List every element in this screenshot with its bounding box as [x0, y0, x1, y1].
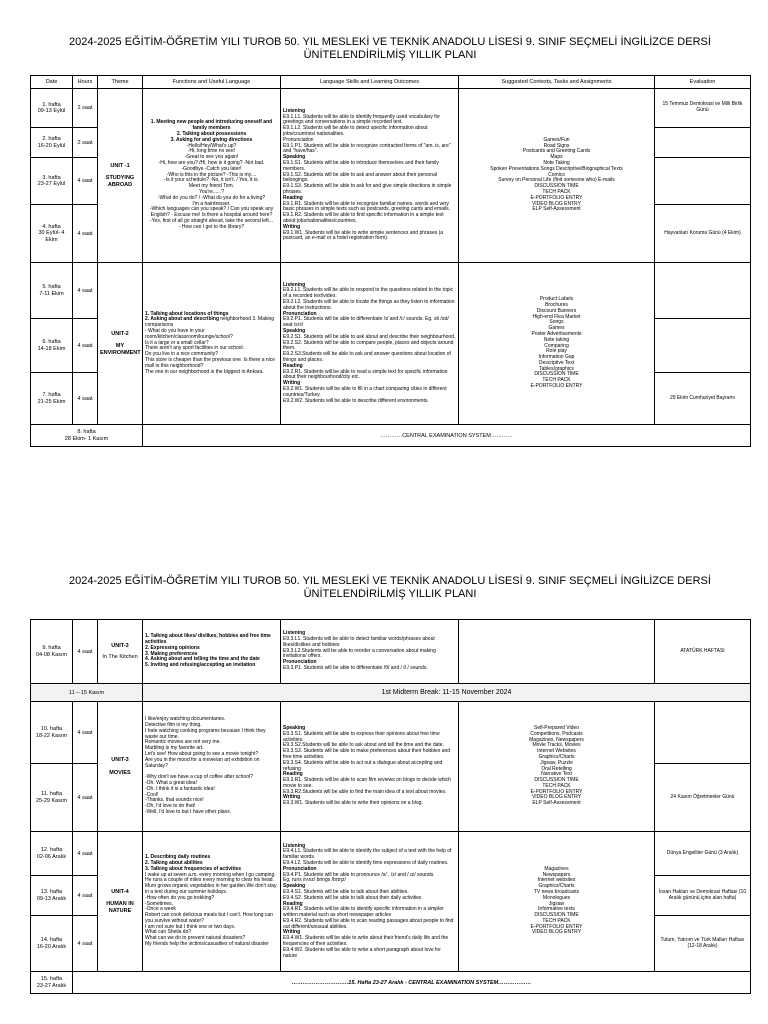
- midterm-weeks: 11 – 15 Kasım: [31, 684, 143, 702]
- week-date: 12. hafta 02-06 Aralık: [31, 832, 73, 876]
- week-date: 10. hafta 18-22 Kasım: [31, 702, 73, 764]
- unit-skills: Listening E9.1.L1. Students will be able to identify frequently used vocabulary for greetings and conversations in a simple recorded text. E9.1.L2. Students will be able to detect specific information about jobs/countries/ nationalities. Pronunciation E9.1.P1. Students will be able to recognize contracted forms of "am, is, are" and "have/has". Speaking E9.1.S1. Students will be able to introduce themselves and their family members. E9.1.S2. Students will be able to ask and answer about their personal belongings. E9.1.S3. Students will be able to ask for and give simple directions in simple phrases. Reading E9.1.R1. Students will be able to recognize familiar names, words and very basic phrases in simple texts such as postcards, greeting cards and emails. E9.1.R2. Students will be able to find specific information in a simple text about jobs/nationalities/countries. Writing E9.1.W1. Students will be able to write simple sentences and phrases (a postcard, an e-mail or a hotel registration form).: [281, 89, 459, 263]
- unit-theme: UNIT -1 STUDYING ABROAD: [98, 89, 143, 263]
- page-title: 2024-2025 EĞİTİM-ÖĞRETİM YILI TUROB 50. YIL MESLEKİ VE TEKNİK ANADOLU LİSESİ 9. SINIF SEÇMELİ İNGİLİZCE DERSİ ÜNİTELENDİRİLMİŞ YILLIK PLANI: [69, 36, 711, 61]
- week-evaluation: [655, 319, 751, 373]
- week-evaluation: 24 Kasım Öğretmenler Günü: [655, 764, 751, 832]
- week-evaluation: 15 Temmuz Demokrasi ve Milli Birlik Günü: [655, 89, 751, 128]
- week-hours: 4 saat: [73, 158, 98, 205]
- header-row: [31, 76, 751, 89]
- table-row: [31, 89, 751, 128]
- unit-functions: 1. Talking about locations of things 2. Asking about and describing neighborhood 3. Making comparisons - What do you have in your room/kitchen/classroom/lounge/school? Is it a large or a small cellar? There aren't any sport facilities in our school. Do you live in a nice community? This store is cheaper than the previous one. Is there a nice mall in this neighborhood? The one in our neighborhood is the biggest in Ankara.: [143, 263, 281, 425]
- table-row: [31, 972, 751, 994]
- week-hours: 4 saat: [73, 876, 98, 916]
- unit-functions: 1. Describing daily routines 2. Talking about abilities 3. Talking about frequencies of activities I wake up at seven a.m. every morning when I go camping. He runs a couple of miles every morning to clear his head. Mum grows organic vegetables in her garden.We don't stay in a tent during our summer holidays. -How often do you go trekking? -Sometimes. -Once a week Robert can cook delicious meals but I can't. How long can you survive without water? I am not sure but I think one or two days. What can Sheila do? What can we do to prevent natural disasters? My friends help the victims/casualties of natural disaster: [143, 832, 281, 972]
- table-row: [31, 702, 751, 764]
- week-date: 1. hafta 09-13 Eylül: [31, 89, 73, 128]
- week-hours: 4 saat: [73, 263, 98, 319]
- week-date: 4. hafta 30 Eylül- 4 Ekim: [31, 205, 73, 263]
- table-row: [31, 425, 751, 447]
- unit-functions: 1. Meeting new people and introducing oneself and family members 2. Talking about possessions 3. Asking for and giving directions -Hello/Hey/What's up? -Hi, long time no see! -Great to see you again! -Hi, how are you? /Hi, how is it going? -Not bad. -Goodbye -Catch you later! -Who is this in the picture? -This is my.... -Is it your schedule? -No, it isn't. / Yes, it is. Meet my friend Tom. You're......? -What do you do? / -What do you do for a living? I'm a hairdresser. -Which languages can you speak? / Can you speak any English? - Excuse me! Is there a hospital around here? -Yes, first of all go straight ahead, take the second left... - How can I get to the library?: [143, 89, 281, 263]
- exam-banner: …………CENTRAL EXAMINATION SYSTEM…………: [143, 425, 751, 447]
- week-hours: 4 saat: [73, 916, 98, 972]
- col-contexts: Suggested Contexts, Tasks and Assignments: [459, 76, 655, 89]
- week-hours: 4 saat: [73, 319, 98, 373]
- page-title: 2024-2025 EĞİTİM-ÖĞRETİM YILI TUROB 50. YIL MESLEKİ VE TEKNİK ANADOLU LİSESİ 9. SINIF SEÇMELİ İNGİLİZCE DERSİ ÜNİTELENDİRİLMİŞ YILLIK PLANI: [69, 575, 711, 600]
- col-skills: Language Skills and Learning Outcomes: [281, 76, 459, 89]
- unit-functions: 1. Talking about likes/ dislikes, hobbies and free time activities 2. Expressing opinions 3. Making preferences 4. Asking about and telling the time and the date 5. Inviting and refusing/accepting an invitation: [143, 620, 281, 684]
- midterm-banner: 1st Midterm Break: 11-15 November 2024: [143, 684, 751, 702]
- week-hours: 4 saat: [73, 373, 98, 425]
- week-evaluation: [655, 158, 751, 205]
- week-evaluation: Dünya Engelliler Günü (3 Aralık): [655, 832, 751, 876]
- exam-banner: ………………………….15. Hafta 23-27 Aralık - CENTRAL EXAMINATION SYSTEM………………: [73, 972, 751, 994]
- week-evaluation: 29 Ekim Cumhuriyet Bayramı: [655, 373, 751, 425]
- table-row: [31, 620, 751, 684]
- week-evaluation: [655, 263, 751, 319]
- unit-contexts: Magazines Newspapers Internet websites Graphics/Charts TV news broadcasts Monologues Jigsaw Informative texts DISCUSSION TIME TECH PACK E-PORTFOLIO ENTRY VIDEO BLOG ENTRY: [459, 832, 655, 972]
- unit-contexts: Self-Prepared Video Competitions, Podcasts Magazines, Newspapers Movie Tracks, Movies Internet Websites Graphics/Charts Jigsaw, Puzzle Oral Retelling Narrative Text DISCUSSION TIME TECH PACK E-PORTFOLIO ENTRY VIDEO BLOG ENTRY ELP Self-Assessment: [459, 702, 655, 832]
- unit-theme: UNIT-4 HUMAN IN NATURE: [98, 832, 143, 972]
- unit-theme: UNIT-3 MOVIES: [98, 702, 143, 832]
- col-date: Date: [31, 76, 73, 89]
- exam-week: 15. hafta 23-27 Aralık: [31, 972, 73, 994]
- week-date: 3. hafta 23-27 Eylül: [31, 158, 73, 205]
- col-hours: Hours: [73, 76, 98, 89]
- week-date: 5. hafta 7-11 Ekim: [31, 263, 73, 319]
- week-hours: 4 saat: [73, 832, 98, 876]
- unit-functions: I like/enjoy watching documentaries. Detective film is my thing. I hate watching cooking programs because I think they waste our time. Romantic movies are not very me. Marbling is my favorite art. Let's see! How about going to see a movie tonight? Are you in the mood for a movie/an art exhibition on Saturday? -Why don't we have a cup of coffee after school? -Oh. What a great idea! -Oh. I think it is a fantastic idea! -Cool! -Thanks, that sounds nice! -Oh, I'd love to do that! -Well, I'd love to but I have other plans.: [143, 702, 281, 832]
- unit-contexts: [459, 620, 655, 684]
- col-functions: Functions and Useful Language: [143, 76, 281, 89]
- functions-bold: 2. Asking about and describing: [145, 316, 219, 323]
- week-date: 14. hafta 16-20 Aralık: [31, 916, 73, 972]
- week-evaluation: ATATÜRK HAFTASI: [655, 620, 751, 684]
- week-evaluation: [655, 702, 751, 764]
- unit-contexts: Product Labels Brochures Discount Banners High-end Flea Market Songs Games Poster Advertisements Note taking Comparing Role play Information Gap Descriptive Text Tables/graphics DISCUSSION TIME TECH PACK E-PORTFOLIO ENTRY: [459, 263, 655, 425]
- unit-skills: Listening E9.3.L1. Students will be able to detect familiar words/phrases about likes/dislikes and hobbies E9.3.L2.Students will be able to reorder a conversation about making invitations/ offers. Pronunciation E9.3.P1. Students will be able to differentiate /θ/ and / ð / sounds.: [281, 620, 459, 684]
- week-hours: 4 saat: [73, 620, 98, 684]
- week-date: 2. hafta 16-20 Eylül: [31, 128, 73, 158]
- week-hours: 4 saat: [73, 205, 98, 263]
- functions-tail: neighborhood 3. Making comparisons: [145, 316, 275, 329]
- week-date: 13. hafta 09-13 Aralık: [31, 876, 73, 916]
- unit-skills: Listening E9.4.L1. Students will be able to identify the subject of a text with the help of familiar words. E9.4.L2. Students will be able to identify time expressions of daily routines. Pronunciation E9.4.P1. Students will be able to pronounce /s/ , /z/ and / ɪz/ sounds. Eg. runs /rʌnz/ brings /brɪŋz/ Speaking E9.4.S1. Students will be able to talk about their abilities. E9.4.S2. Students will be able to talk about their daily activities Reading E9.4.R1. Students will be able to identify specific information in a simpler written material such as short newspaper articles E9.4.R2. Students will be able to scan reading passages about people to find out different/unusual abilities. Writing E9.4.W1. Students will be able to write about their friend's daily life and the frequencies of their activities. E9.4.W2. Students will be able to write a short paragraph about love for nature: [281, 832, 459, 972]
- week-date: 6. hafta 14-18 Ekim: [31, 319, 73, 373]
- week-evaluation: [655, 128, 751, 158]
- table-row: [31, 263, 751, 319]
- week-evaluation: Hayvanları Koruma Günü (4 Ekim): [655, 205, 751, 263]
- unit-theme: UNIT-3 In The Kitchen: [98, 620, 143, 684]
- col-theme: Theme: [98, 76, 143, 89]
- plan-table: [30, 619, 751, 994]
- table-row: [31, 684, 751, 702]
- week-hours: 2 saat: [73, 89, 98, 128]
- unit-skills: Speaking E9.3.S1. Students will be able to express their opinions about free time activities. E9.3.S2.Students will be able to ask about and tell the time and the date. E9.3.S3. Students will be able to make preferences about their hobbies and free time activities. E9.3.S4. Students will be able to act out a dialogue about accepting and refusing Reading E9.3.R1. Students will be able to scan film reviews on blogs to decide which movie to see. E9.3.R2.Students will be able to find the main idea of a text about movies. Writing E9.3.W1. Students will be able to write their opinions on a blog.: [281, 702, 459, 832]
- week-date: 9. hafta 04-08 Kasım: [31, 620, 73, 684]
- week-evaluation: Tutum, Yatırım ve Türk Malları Haftası (12-18 Aralık): [655, 916, 751, 972]
- week-date: 7. hafta 21-25 Ekim: [31, 373, 73, 425]
- unit-contexts: Games/Fun Road Signs Postcards and Greeting Cards Maps Note Taking Spoken Presentations Songs Descriptive/Biographical Texts Comics Survey on Personal Life (find someone who) E-mails DISCUSSION TIME TECH PACK E-PORTFOLIO ENTRY VIDEO BLOG ENTRY ELP Self-Assessment: [459, 89, 655, 263]
- table-row: [31, 832, 751, 876]
- unit-theme: UNIT-2 MY ENVIRONMENT: [98, 263, 143, 425]
- exam-week: 8. hafta 28 Ekim- 1 Kasım: [31, 425, 143, 447]
- week-evaluation: İnsan Hakları ve Demokrasi Haftası (10 Aralık gününü içine alan hafta): [655, 876, 751, 916]
- col-evaluation: Evaluation: [655, 76, 751, 89]
- week-date: 11. hafta 25-29 Kasım: [31, 764, 73, 832]
- week-hours: 2 saat: [73, 128, 98, 158]
- unit-skills: Listening E9.2.L1. Students will be able to respond to the questions related to the topic of a recorded text/video. E9.2.L2. Students will be able to locate the things as they listen to information about the instructions. Pronunciation E9.2.P1. Students will be able to differentiate /ɪ/ and /i:/ sounds. Eg. sit /sɪt/ seat /si:t/ Speaking E9.2.S1. Students will be able to ask about and describe their neighbourhood. E9.2.S2. Students will be able to compare people, places and objects around them. E9.2.S3.Students will be able to ask and answer questions about location of things and places. Reading E9.2.R1. Students will be able to read a simple text for specific information about their neighbourhood/city etc. Writing E9.2.W1. Students will be able to fill in a chart comparing cities in different countries/Turkey. E9.2.W2. Students will be able to describe different environments.: [281, 263, 459, 425]
- week-hours: 4 saat: [73, 702, 98, 764]
- plan-table: [30, 75, 751, 447]
- week-hours: 4 saat: [73, 764, 98, 832]
